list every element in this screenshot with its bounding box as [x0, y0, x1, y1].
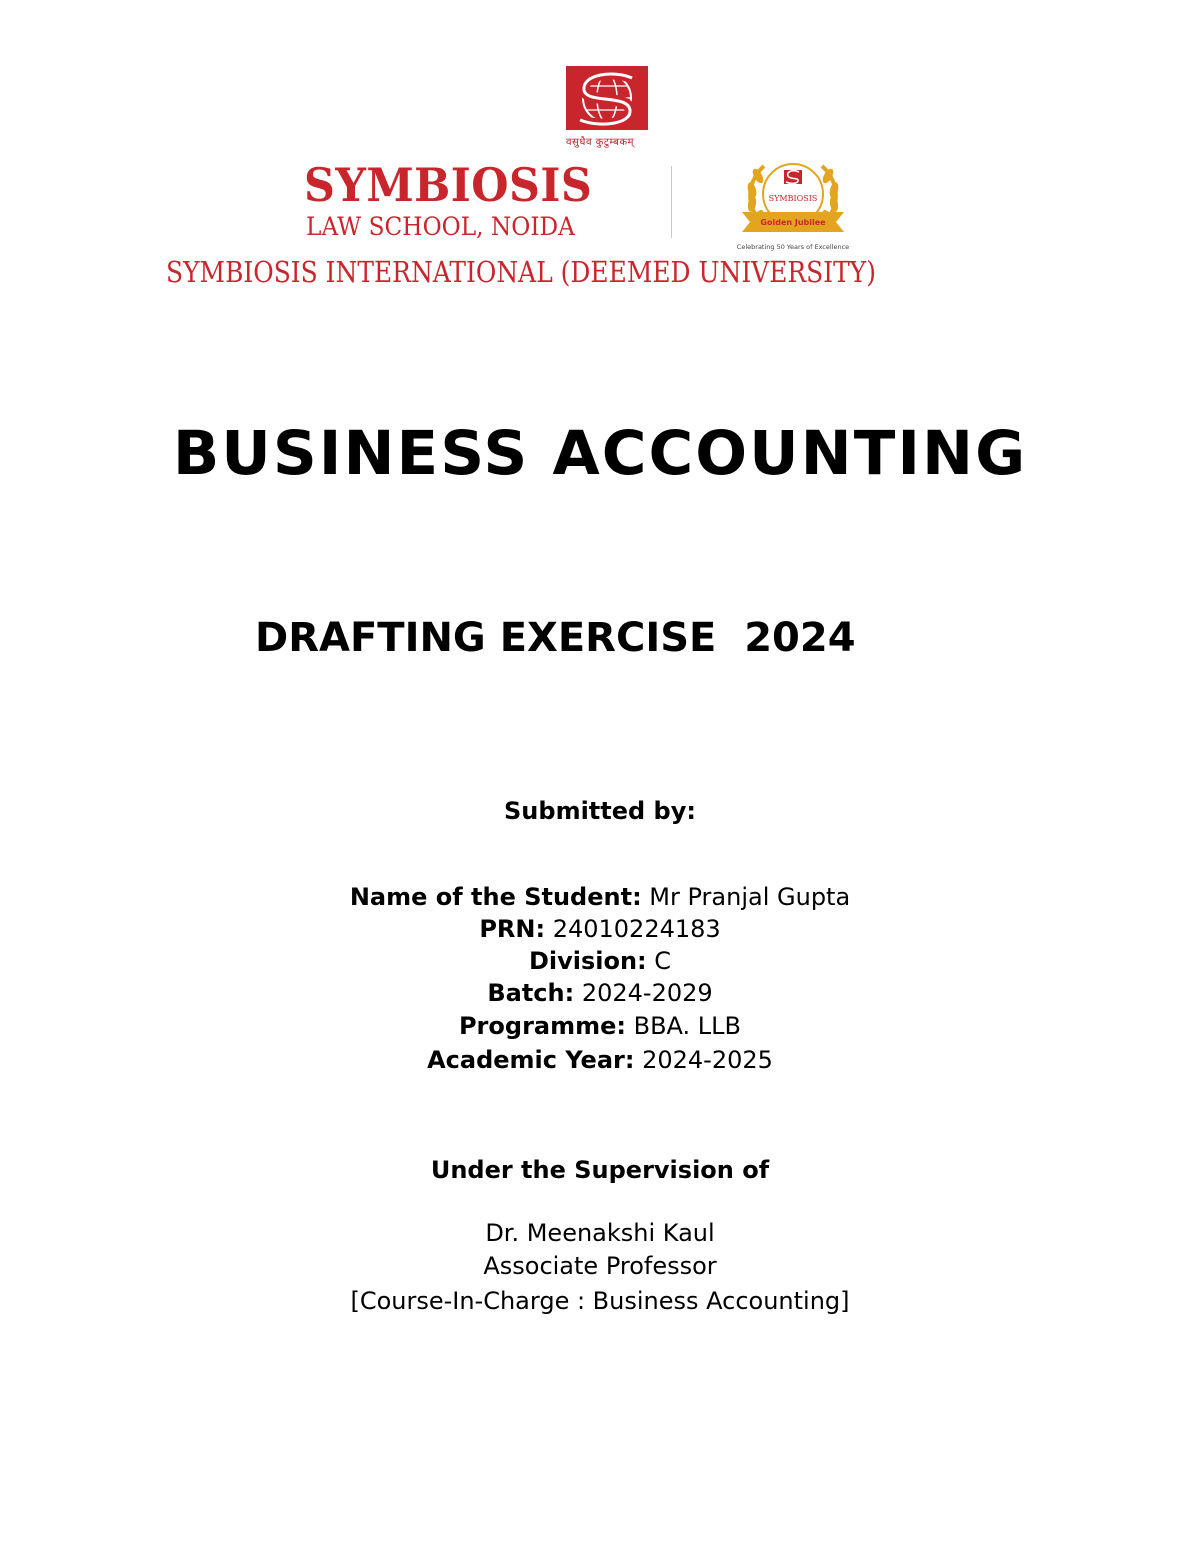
field-label: Batch:	[487, 979, 575, 1007]
supervisor-name: Dr. Meenakshi Kaul	[485, 1219, 715, 1247]
supervisor-role: [Course-In-Charge : Business Accounting]	[350, 1287, 850, 1315]
field-label: Programme:	[458, 1012, 626, 1040]
field-label: Division:	[528, 947, 647, 975]
field-value: 24010224183	[545, 915, 721, 943]
golden-jubilee-badge	[728, 154, 858, 254]
field-label: PRN:	[479, 915, 546, 943]
academic-year-line	[0, 1046, 1200, 1074]
institution-subname: LAW SCHOOL, NOIDA	[306, 212, 575, 241]
document-title: BUSINESS ACCOUNTING	[172, 418, 1028, 489]
institution-name: SYMBIOSIS	[304, 158, 593, 212]
field-value: C	[646, 947, 672, 975]
field-value: 2024-2025	[634, 1046, 773, 1074]
logo-divider	[671, 166, 672, 238]
programme-line	[0, 1012, 1200, 1040]
university-name: SYMBIOSIS INTERNATIONAL (DEEMED UNIVERSITY)	[166, 255, 876, 289]
field-value: Mr Pranjal Gupta	[641, 883, 851, 911]
jubilee-badge-name: SYMBIOSIS	[768, 194, 818, 203]
division-line	[0, 947, 1200, 975]
submitted-by-heading: Submitted by:	[504, 797, 696, 825]
field-label: Academic Year:	[427, 1046, 635, 1074]
batch-line	[0, 979, 1200, 1007]
supervision-heading: Under the Supervision of	[430, 1156, 770, 1184]
jubilee-caption: Celebrating 50 Years of Excellence	[736, 243, 850, 251]
motto-text: वसुधैव कुटुम्बकम्	[565, 137, 635, 148]
supervisor-designation: Associate Professor	[483, 1252, 717, 1280]
document-subtitle: DRAFTING EXERCISE 2024	[255, 615, 856, 661]
prn-line	[0, 915, 1200, 943]
field-value: BBA. LLB	[625, 1012, 742, 1040]
symbiosis-emblem-logo	[562, 64, 652, 134]
student-name-line	[0, 883, 1200, 911]
jubilee-ribbon-text: Golden Jubilee	[760, 218, 826, 227]
field-value: 2024-2029	[574, 979, 713, 1007]
field-label: Name of the Student:	[349, 883, 642, 911]
